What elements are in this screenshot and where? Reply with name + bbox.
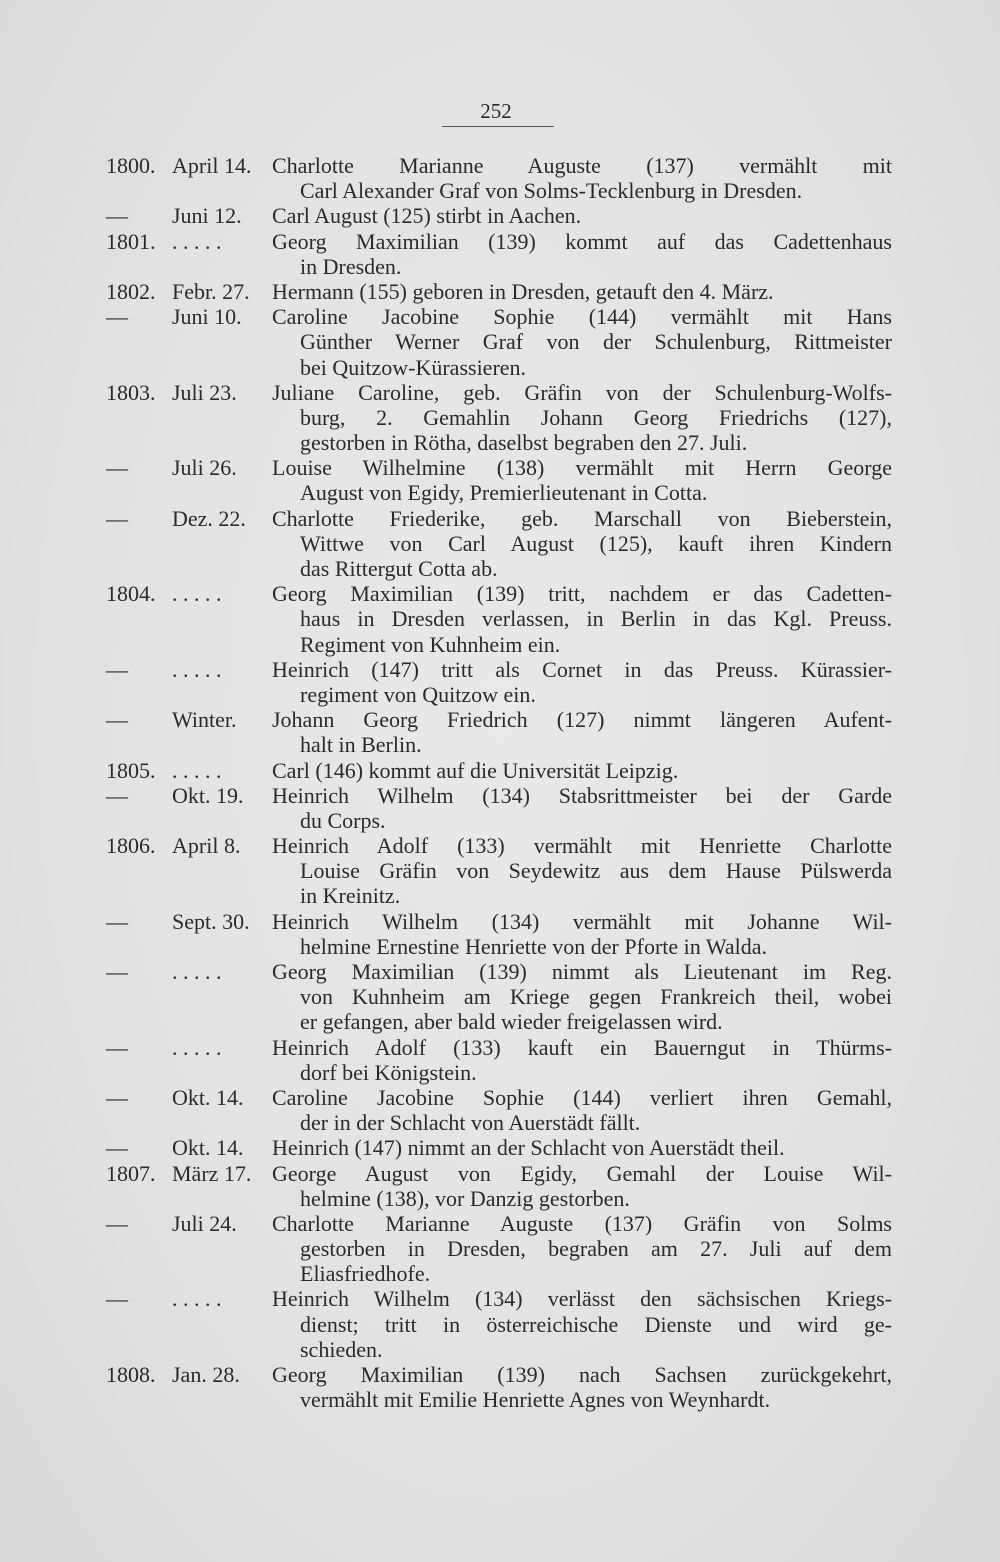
chronicle-entry-continuation [0,329,1000,354]
chronicle-entry-continuation [0,858,1000,883]
entry-date: Febr. 27. [172,278,250,304]
entry-year: — [106,1034,128,1060]
entry-date: April 8. [172,833,241,859]
entry-date: . . . . . [172,228,222,254]
chronicle-entry-continuation [0,405,1000,430]
chronicle-entry [0,657,1000,682]
entry-text-line: dorf bei Königstein. [300,1059,477,1085]
chronicle-entry-continuation [0,632,1000,657]
entry-text-line: Eliasfriedhofe. [300,1261,431,1287]
chronicle-entry-continuation [0,808,1000,833]
page-number: 252 [480,99,512,123]
chronicle-entry [0,380,1000,405]
chronicle-entry [0,1362,1000,1387]
entry-year: — [106,1084,128,1110]
entry-text-line: helmine Ernestine Henriette von der Pforte in Walda. [300,933,768,959]
entry-date: März 17. [172,1160,252,1186]
chronicle-entry [0,1161,1000,1186]
chronicle-entry-continuation [0,1312,1000,1337]
entry-text-line: Heinrich Wilhelm (134) Stabsrittmeister bei der Garde [272,782,892,808]
entry-text-line: in Kreinitz. [300,883,401,909]
entry-text-line: du Corps. [300,807,386,833]
entry-text-line: Charlotte Friederike, geb. Marschall von Bieberstein, [272,505,892,531]
entry-date: Jan. 28. [172,1362,240,1387]
chronicle-entry-continuation [0,732,1000,757]
entry-text-line: Heinrich Adolf (133) vermählt mit Henriette Charlotte [272,833,892,859]
chronicle-entry-continuation [0,1236,1000,1261]
entry-text-line: Carl August (125) stirbt in Aachen. [272,203,582,229]
entry-year: — [106,304,128,330]
chronicle-entry-continuation [0,1186,1000,1211]
chronicle-entry [0,304,1000,329]
entry-text-line: Louise Gräfin von Seydewitz aus dem Hause Pülswerda [300,858,892,884]
chronicle-entry [0,203,1000,228]
chronicle-entry-continuation [0,1387,1000,1412]
chronicle-entry [0,279,1000,304]
entry-date: Okt. 19. [172,782,244,808]
entry-year: — [106,908,128,934]
chronicle-entry [0,909,1000,934]
entry-text-line: gestorben in Dresden, begraben am 27. Juli auf dem [300,1236,892,1262]
entry-date: Okt. 14. [172,1084,244,1110]
entry-text-line: burg, 2. Gemahlin Johann Georg Friedrichs (127), [300,404,892,430]
entry-text-line: von Kuhnheim am Kriege gegen Frankreich theil, wobei [300,984,892,1010]
entry-year: — [106,455,128,481]
entry-year: 1805. [106,757,156,783]
entry-text-line: George August von Egidy, Gemahl der Louise Wil- [272,1160,892,1186]
entry-date: Juli 24. [172,1210,237,1236]
chronicle-entry-continuation [0,883,1000,908]
entry-year: — [106,505,128,531]
entry-date: . . . . . [172,656,222,682]
entry-date: Dez. 22. [172,505,246,531]
entry-text-line: gestorben in Rötha, daselbst begraben den 27. Juli. [300,430,748,456]
entry-year: — [106,782,128,808]
chronicle-entry-continuation [0,1110,1000,1135]
entry-date: . . . . . [172,1286,222,1312]
entry-text-line: Heinrich Adolf (133) kauft ein Bauerngut in Thürms- [272,1034,892,1060]
entry-text-line: er gefangen, aber bald wieder freigelassen wird. [300,1009,723,1035]
chronicle-entry-continuation [0,556,1000,581]
chronicle-entry [0,229,1000,254]
chronicle-entry-continuation [0,984,1000,1009]
entry-text-line: Georg Maximilian (139) tritt, nachdem er das Cadetten- [272,581,892,607]
chronicle-entry-continuation [0,1060,1000,1085]
entry-date: Winter. [172,707,237,733]
entry-text-line: Wittwe von Carl August (125), kauft ihren Kindern [300,530,892,556]
entry-text-line: Hermann (155) geboren in Dresden, getauft den 4. März. [272,278,774,304]
entry-text-line: Charlotte Marianne Auguste (137) Gräfin von Solms [272,1210,892,1236]
chronicle-entry [0,581,1000,606]
chronicle-entry [0,153,1000,178]
chronicle-entry-continuation [0,934,1000,959]
chronicle-entry [0,758,1000,783]
entry-date: Okt. 14. [172,1135,244,1161]
entry-text-line: Caroline Jacobine Sophie (144) verliert ihren Gemahl, [272,1084,892,1110]
entry-text-line: halt in Berlin. [300,732,422,758]
entry-year: — [106,656,128,682]
entry-text-line: dienst; tritt in österreichische Dienste und wird ge- [300,1311,892,1337]
entry-year: — [106,1286,128,1312]
entry-text-line: Caroline Jacobine Sophie (144) vermählt mit Hans [272,304,892,330]
chronicle-entry-continuation [0,1261,1000,1286]
entry-text-line: Georg Maximilian (139) nach Sachsen zurückgekehrt, [272,1362,892,1387]
chronicle-entry-continuation [0,606,1000,631]
entry-year: — [106,203,128,229]
chronicle-entry [0,833,1000,858]
entry-text-line: Georg Maximilian (139) kommt auf das Cadettenhaus [272,228,892,254]
entry-year: 1801. [106,228,156,254]
chronicle-entry [0,959,1000,984]
entry-text-line: Günther Werner Graf von der Schulenburg, Rittmeister [300,329,892,355]
entry-text-line: in Dresden. [300,253,402,279]
entry-text-line: regiment von Quitzow ein. [300,681,536,707]
chronicle-entry [0,1085,1000,1110]
chronicle-entry [0,707,1000,732]
entry-text-line: Regiment von Kuhnheim ein. [300,631,561,657]
entry-text-line: August von Egidy, Premierlieutenant in Cotta. [300,480,708,506]
entry-text-line: bei Quitzow-Kürassieren. [300,354,527,380]
entry-text-line: Louise Wilhelmine (138) vermählt mit Herrn George [272,455,892,481]
chronicle-entry [0,455,1000,480]
entry-text-line: Carl Alexander Graf von Solms-Tecklenburg in Dresden. [300,178,803,204]
entry-year: 1806. [106,833,156,859]
entry-date: . . . . . [172,581,222,607]
chronicle-entry-continuation [0,254,1000,279]
entry-year: — [106,1135,128,1161]
entry-date: Juni 10. [172,304,242,330]
chronicle-entry-continuation [0,1337,1000,1362]
chronicle-entry-continuation [0,480,1000,505]
chronicle-entry [0,1286,1000,1311]
entry-year: 1807. [106,1160,156,1186]
entry-text-line: helmine (138), vor Danzig gestorben. [300,1185,630,1211]
entry-text-line: Charlotte Marianne Auguste (137) vermählt mit [272,153,892,178]
chronicle-entries [0,153,1000,1412]
chronicle-entry [0,1135,1000,1160]
entry-text-line: das Rittergut Cotta ab. [300,556,498,581]
entry-text-line: haus in Dresden verlassen, in Berlin in das Kgl. Preuss. [300,606,892,632]
entry-text-line: Johann Georg Friedrich (127) nimmt längeren Aufent- [272,707,892,733]
entry-year: 1802. [106,278,156,304]
entry-text-line: schieden. [300,1336,383,1362]
entry-year: 1803. [106,379,156,405]
entry-text-line: vermählt mit Emilie Henriette Agnes von Weynhardt. [300,1387,771,1413]
page-number-rule [442,126,554,127]
entry-text-line: Heinrich (147) nimmt an der Schlacht von Auerstädt theil. [272,1135,785,1161]
entry-date: . . . . . [172,1034,222,1060]
chronicle-entry [0,783,1000,808]
entry-text-line: Heinrich Wilhelm (134) verlässt den sächsischen Kriegs- [272,1286,892,1312]
entry-text-line: Heinrich (147) tritt als Cornet in das Preuss. Kürassier- [272,656,892,682]
entry-year: — [106,959,128,984]
entry-text-line: Carl (146) kommt auf die Universität Leipzig. [272,757,679,783]
entry-year: 1804. [106,581,156,607]
chronicle-entry [0,506,1000,531]
entry-year: — [106,707,128,733]
chronicle-entry-continuation [0,355,1000,380]
entry-date: Juni 12. [172,203,242,229]
chronicle-entry-continuation [0,178,1000,203]
chronicle-entry-continuation [0,1009,1000,1034]
entry-date: Sept. 30. [172,908,250,934]
entry-text-line: der in der Schlacht von Auerstädt fällt. [300,1110,641,1136]
entry-date: . . . . . [172,959,222,984]
entry-date: April 14. [172,153,252,178]
chronicle-entry-continuation [0,531,1000,556]
entry-text-line: Georg Maximilian (139) nimmt als Lieutenant im Reg. [272,959,892,984]
entry-text-line: Juliane Caroline, geb. Gräfin von der Schulenburg-Wolfs- [272,379,892,405]
entry-date: . . . . . [172,757,222,783]
entry-date: Juli 23. [172,379,237,405]
chronicle-entry-continuation [0,682,1000,707]
chronicle-entry-continuation [0,430,1000,455]
chronicle-entry [0,1035,1000,1060]
entry-date: Juli 26. [172,455,237,481]
chronicle-entry [0,1211,1000,1236]
entry-year: 1800. [106,153,156,178]
entry-text-line: Heinrich Wilhelm (134) vermählt mit Johanne Wil- [272,908,892,934]
entry-year: — [106,1210,128,1236]
entry-year: 1808. [106,1362,156,1387]
